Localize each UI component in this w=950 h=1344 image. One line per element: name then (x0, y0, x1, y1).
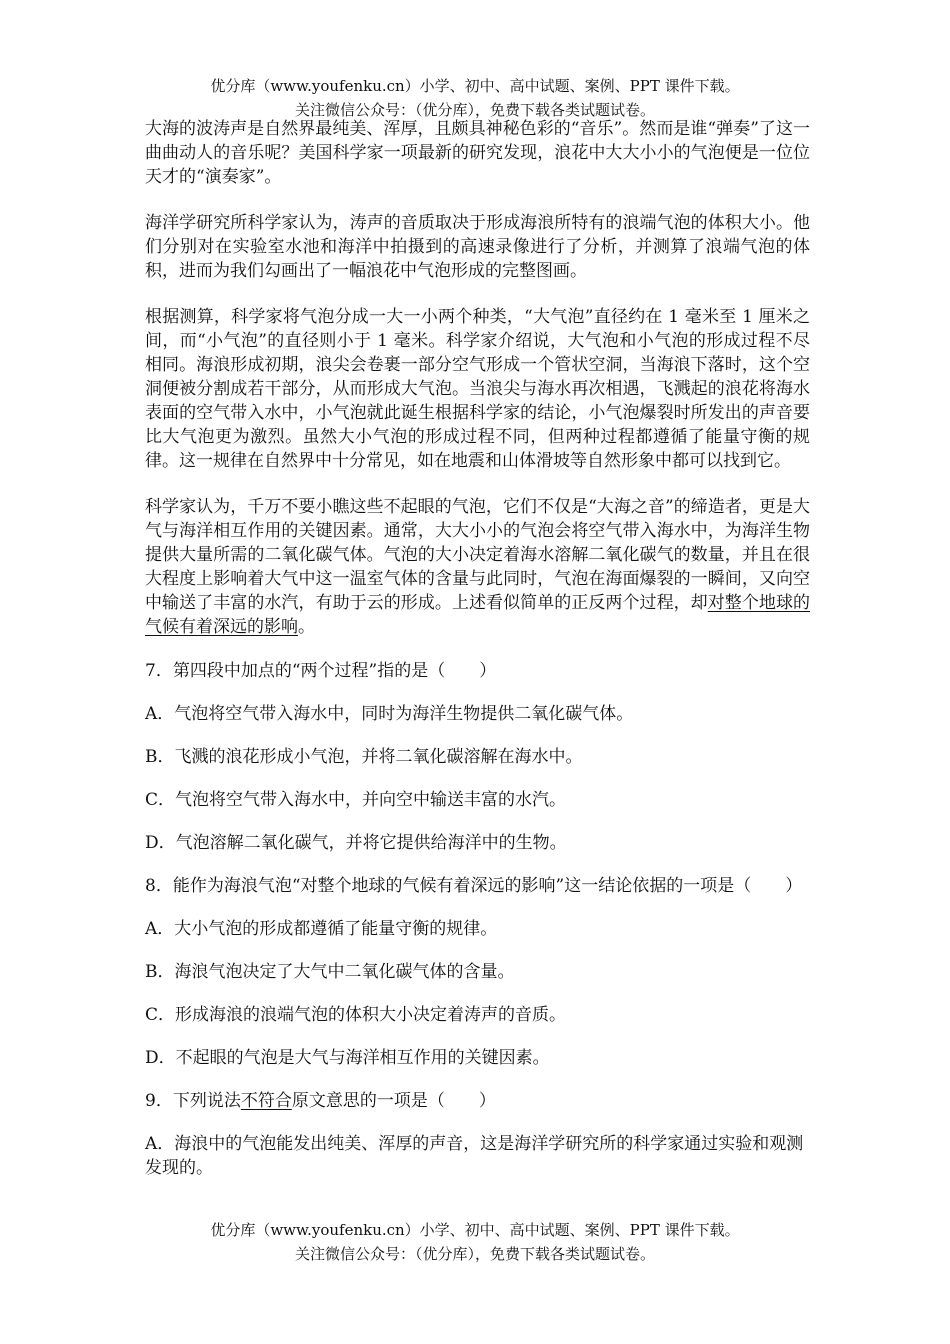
stem-suffix: 原文意思的一项是（ ） (291, 1091, 496, 1111)
option-c: C．形成海浪的浪端气泡的体积大小决定着涛声的音质。 (145, 1005, 567, 1025)
passage-paragraph-2: 海洋学研究所科学家认为，涛声的音质取决于形成海浪所特有的浪端气泡的体积大小。他们分别对在实验室水池和海洋中拍摄到的高速录像进行了分析，并测算了浪端气泡的体积，进而为我们勾画出了一幅浪花中气泡形成的完整图画。 (145, 213, 810, 281)
paragraph-4-text: 科学家认为，千万不要小瞧这些不起眼的气泡，它们不仅是“大海之音”的缔造者，更是大气与海洋相互作用的关键因素。通常，大大小小的气泡会将空气带入海水中，为海洋生物提供大量所需的二氧化碳气体。气泡的大小决定着海水溶解二氧化碳气的数量，并且在很大程度上影响着大气中这一温室气体的含量与此同时，气泡在海面爆裂的一瞬间，又向空中输送了丰富的水汽，有助于云的形成。上述看似简单的正反两个过程，却 (145, 497, 810, 613)
header-line-2: 关注微信公众号：（优分库），免费下载各类试题试卷。 (294, 101, 655, 119)
question-7 (145, 659, 810, 855)
option-d: D．不起眼的气泡是大气与海洋相互作用的关键因素。 (145, 1048, 550, 1068)
underlined-phrase: 对整个地球的气候有着深远的影响 (145, 593, 811, 637)
option-b: B．海浪气泡决定了大气中二氧化碳气体的含量。 (145, 962, 515, 982)
option-b: B．飞溅的浪花形成小气泡，并将二氧化碳溶解在海水中。 (145, 747, 583, 767)
header-line-1: 优分库（www.youfenku.cn）小学、初中、高中试题、案例、PPT 课件下载。 (210, 77, 740, 95)
option-d: D．气泡溶解二氧化碳气，并将它提供给海洋中的生物。 (145, 833, 567, 853)
question-stem: 8．能作为海浪气泡“对整个地球的气候有着深远的影响”这一结论依据的一项是（ ） (145, 876, 803, 896)
question-9 (145, 1089, 810, 1180)
question-stem: 7．第四段中加点的“两个过程”指的是（ ） (145, 661, 497, 681)
passage-paragraph-4 (145, 495, 810, 639)
paragraph-4-end: 。 (298, 617, 315, 637)
page-footer (0, 1218, 950, 1266)
option-c: C．气泡将空气带入海水中，并向空中输送丰富的水汽。 (145, 790, 567, 810)
footer-line-2: 关注微信公众号：（优分库），免费下载各类试题试卷。 (294, 1245, 655, 1263)
passage-paragraph-3: 根据测算，科学家将气泡分成一大一小两个种类，“大气泡”直径约在 1 毫米至 1 厘米之间，而“小气泡”的直径则小于 1 毫米。科学家介绍说，大气泡和小气泡的形成过程不尽相同。海浪形成初期，浪尖会卷裹一部分空气形成一个管状空洞，当海浪下落时，这个空洞便被分割成若干部分，从而形成大气泡。当浪尖与海水再次相遇，飞溅起的浪花将海水表面的空气带入水中，小气泡就此诞生根据科学家的结论，小气泡爆裂时所发出的声音要比大气泡更为激烈。虽然大小气泡的形成过程不同，但两种过程都遵循了能量守衡的规律。这一规律在自然界中十分常见，如在地震和山体滑坡等自然形象中都可以找到它。 (145, 307, 810, 471)
passage-paragraph-1: 大海的波涛声是自然界最纯美、浑厚，且颇具神秘色彩的“音乐”。然而是谁“弹奏”了这一曲曲动人的音乐呢？美国科学家一项最新的研究发现，浪花中大大小小的气泡便是一位位天才的“演奏家”。 (145, 119, 810, 187)
footer-line-1: 优分库（www.youfenku.cn）小学、初中、高中试题、案例、PPT 课件下载。 (210, 1221, 740, 1239)
stem-prefix: 9．下列说法 (145, 1091, 241, 1111)
document-body (145, 117, 810, 1199)
stem-underlined: 不符合 (240, 1091, 292, 1111)
question-8 (145, 874, 810, 1070)
page-header (0, 74, 950, 122)
option-a: A．海浪中的气泡能发出纯美、浑厚的声音，这是海洋学研究所的科学家通过实验和观测发现的。 (145, 1134, 804, 1178)
option-a: A．大小气泡的形成都遵循了能量守衡的规律。 (145, 919, 498, 939)
question-stem (145, 1089, 810, 1113)
option-a: A．气泡将空气带入海水中，同时为海洋生物提供二氧化碳气体。 (145, 704, 634, 724)
